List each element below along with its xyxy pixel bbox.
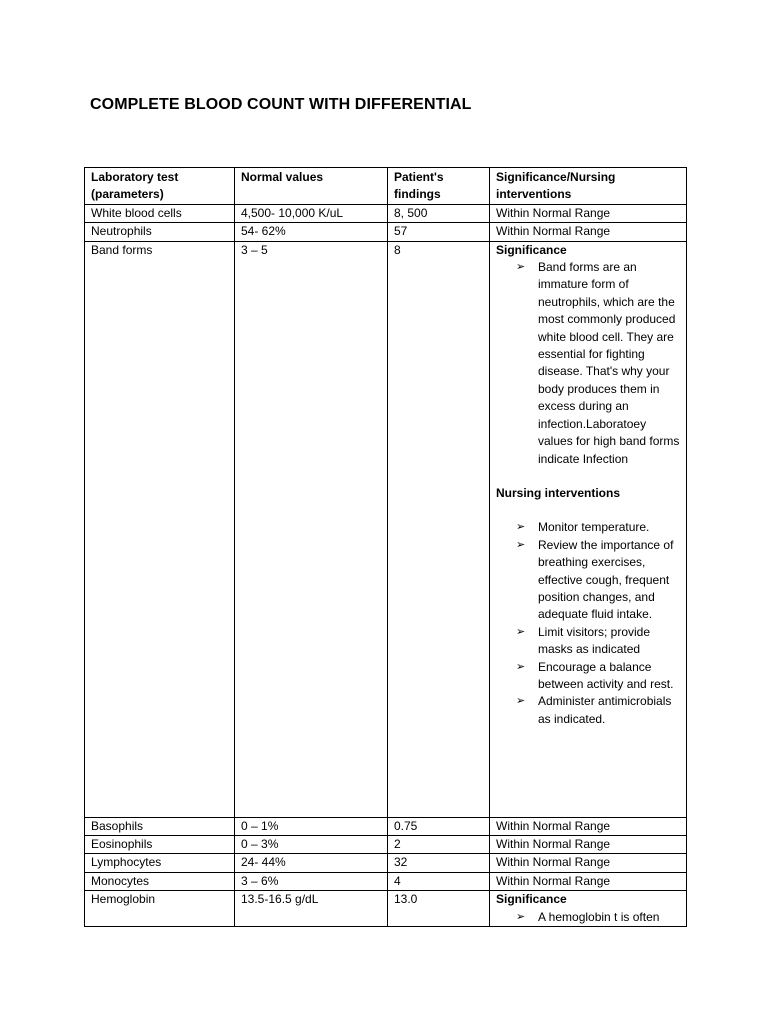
table-row-hemoglobin xyxy=(85,891,687,927)
arrowhead-bullet-icon: ➢ xyxy=(516,660,526,673)
header-normal-values: Normal values xyxy=(235,168,388,205)
list-item: ➢ Monitor temperature. xyxy=(538,519,680,536)
cell-finding: 0.75 xyxy=(388,817,490,835)
cell-normal: 3 – 5 xyxy=(235,241,388,817)
table-row xyxy=(85,204,687,222)
cbc-table xyxy=(84,167,687,927)
cell-finding: 8 xyxy=(388,241,490,817)
interventions-list xyxy=(496,519,680,728)
cell-test: Lymphocytes xyxy=(85,854,235,872)
cell-significance: Within Normal Range xyxy=(490,204,687,222)
cell-normal: 54- 62% xyxy=(235,223,388,241)
list-item: ➢ Administer antimicrobials as indicated. xyxy=(516,694,672,726)
arrowhead-bullet-icon: ➢ xyxy=(516,695,526,708)
list-item: ➢ Encourage a balance between activity and rest. xyxy=(516,659,674,691)
cell-test: Monocytes xyxy=(85,872,235,890)
arrowhead-bullet-icon: ➢ xyxy=(516,625,526,638)
cell-test: Basophils xyxy=(85,817,235,835)
cell-normal: 24- 44% xyxy=(235,854,388,872)
cell-normal: 4,500- 10,000 K/uL xyxy=(235,204,388,222)
list-item: ➢ Review the importance of breathing exercises, effective cough, frequent position changes, and adequate fluid intake. xyxy=(516,537,674,622)
cell-normal: 13.5-16.5 g/dL xyxy=(235,891,388,927)
list-item: ➢ Band forms are an immature form of neutrophils, which are the most commonly produced white blood cell. They are essential for fighting disease. That's why your body produces them in excess during an infection.Laboratoey values for high band forms indicate Infection xyxy=(516,260,680,466)
cell-significance: Within Normal Range xyxy=(490,872,687,890)
cell-test: Hemoglobin xyxy=(85,891,235,927)
significance-heading: Significance xyxy=(496,892,567,907)
cell-normal: 0 – 1% xyxy=(235,817,388,835)
arrowhead-bullet-icon: ➢ xyxy=(516,910,526,923)
header-significance: Significance/Nursing interventions xyxy=(490,168,687,205)
table-row xyxy=(85,854,687,872)
cell-finding: 13.0 xyxy=(388,891,490,927)
cell-significance xyxy=(490,891,687,927)
cell-normal: 0 – 3% xyxy=(235,836,388,854)
arrowhead-bullet-icon: ➢ xyxy=(516,538,526,551)
document-title: COMPLETE BLOOD COUNT WITH DIFFERENTIAL xyxy=(90,96,472,113)
cell-test: Neutrophils xyxy=(85,223,235,241)
list-item: ➢ A hemoglobin t is often xyxy=(538,909,680,926)
cell-test: Eosinophils xyxy=(85,836,235,854)
cell-significance: Within Normal Range xyxy=(490,817,687,835)
list-item: ➢ Limit visitors; provide masks as indicated xyxy=(516,624,651,657)
significance-list xyxy=(496,259,680,468)
table-row-band-forms xyxy=(85,241,687,817)
table-row xyxy=(85,817,687,835)
cell-finding: 8, 500 xyxy=(388,204,490,222)
cell-test: White blood cells xyxy=(85,204,235,222)
cell-test: Band forms xyxy=(85,241,235,817)
table-row xyxy=(85,223,687,241)
table-header-row xyxy=(85,168,687,205)
cell-significance: Within Normal Range xyxy=(490,854,687,872)
header-patient-findings: Patient's findings xyxy=(388,168,490,205)
cell-finding: 57 xyxy=(388,223,490,241)
cell-finding: 4 xyxy=(388,872,490,890)
interventions-heading: Nursing interventions xyxy=(496,485,621,500)
header-laboratory-test: Laboratory test (parameters) xyxy=(85,168,235,205)
table-row xyxy=(85,872,687,890)
cell-finding: 2 xyxy=(388,836,490,854)
table-row xyxy=(85,836,687,854)
cell-significance: Within Normal Range xyxy=(490,836,687,854)
significance-heading: Significance xyxy=(496,242,567,257)
arrowhead-bullet-icon: ➢ xyxy=(516,261,526,274)
significance-list xyxy=(496,909,680,926)
cell-significance: Within Normal Range xyxy=(490,223,687,241)
cell-significance xyxy=(490,241,687,817)
cell-finding: 32 xyxy=(388,854,490,872)
cell-normal: 3 – 6% xyxy=(235,872,388,890)
arrowhead-bullet-icon: ➢ xyxy=(516,521,526,534)
